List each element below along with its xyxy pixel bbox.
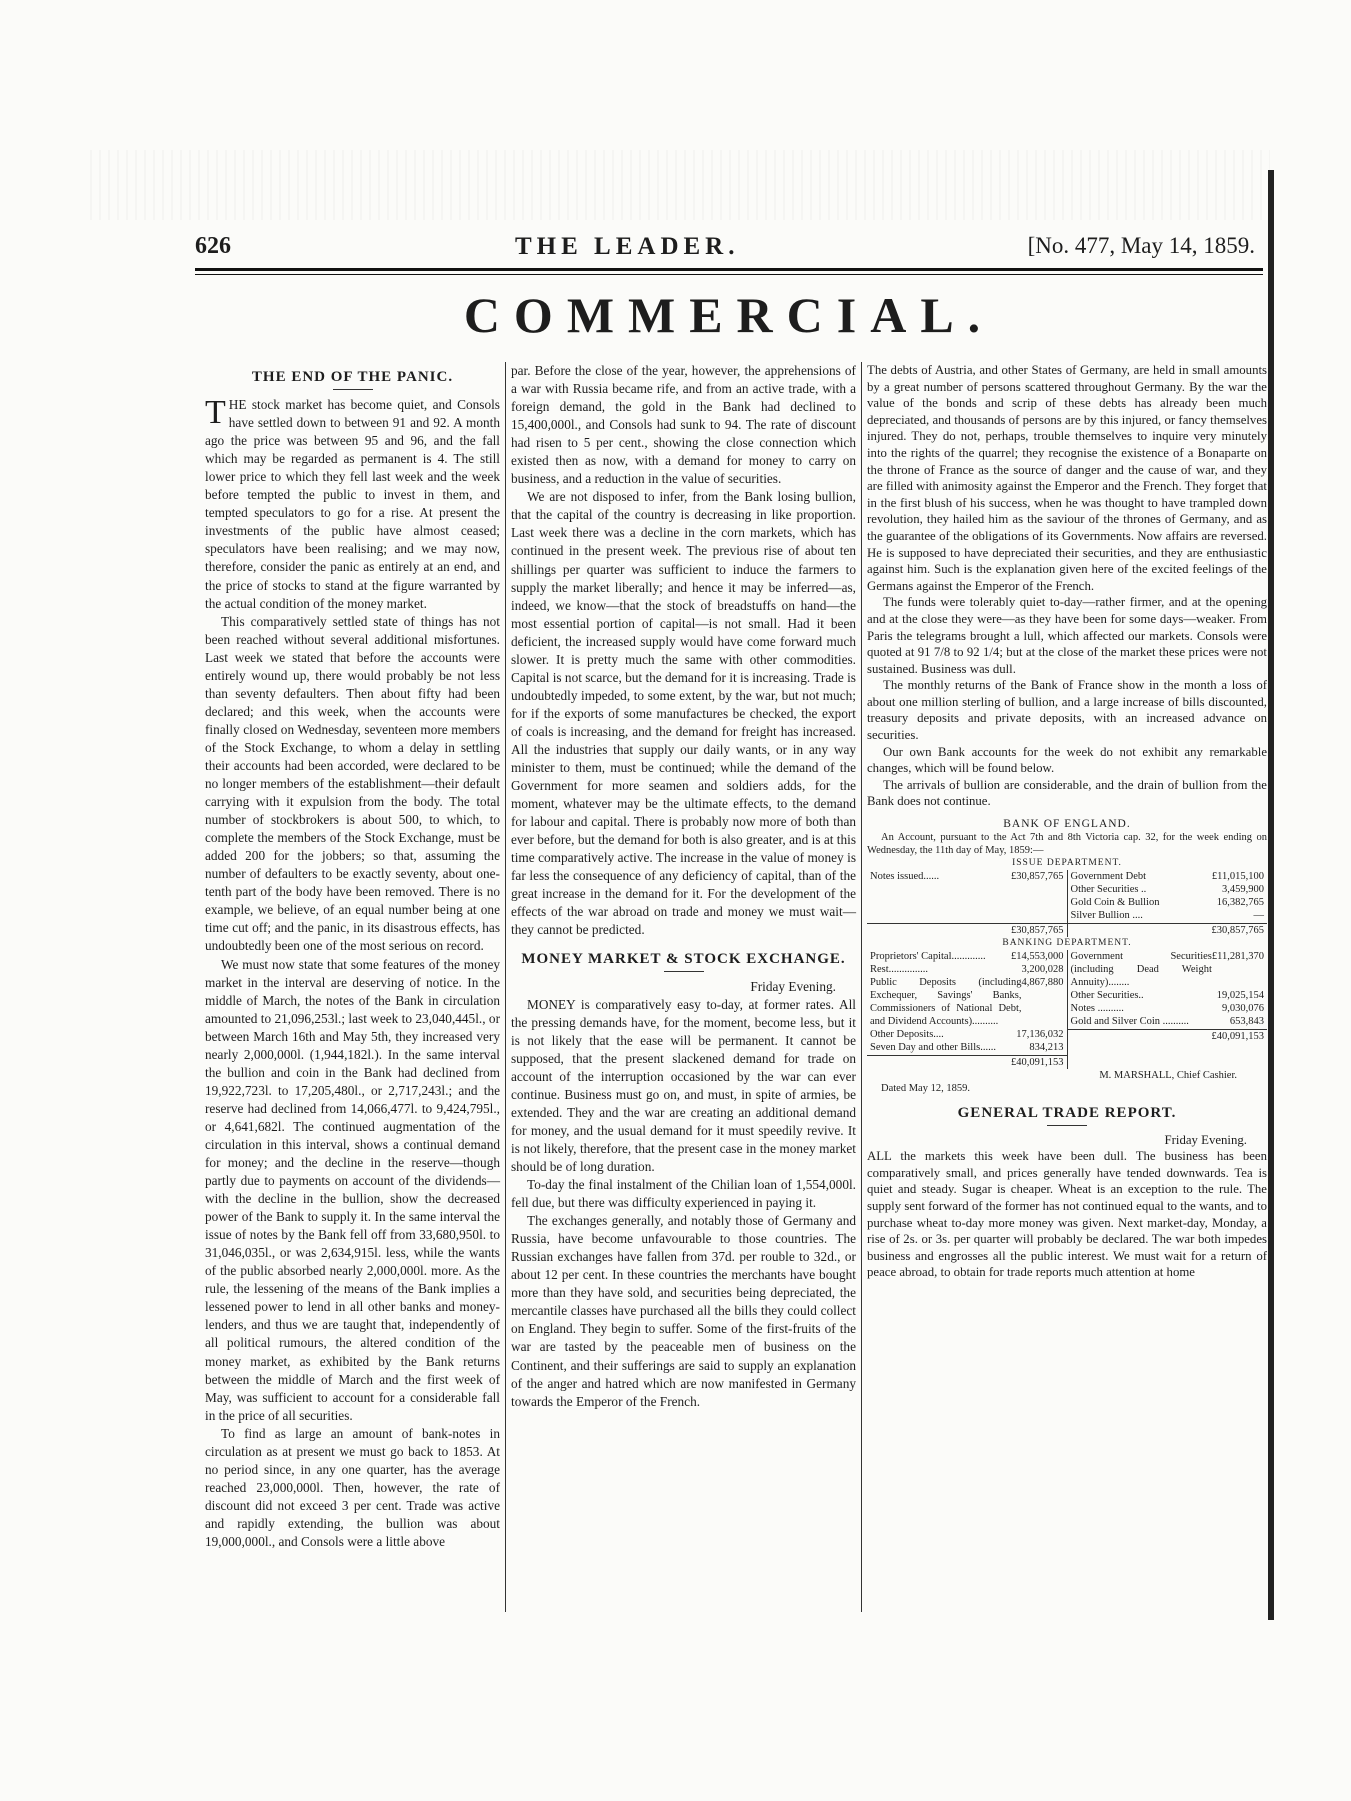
ledger-label: Gold Coin & Bullion bbox=[1070, 897, 1160, 909]
ledger-label: Other Securities.. bbox=[1070, 990, 1144, 1002]
ledger-label: Gold and Silver Coin .......... bbox=[1070, 1016, 1189, 1028]
ledger-value: 17,136,032 bbox=[1016, 1029, 1064, 1041]
ledger-label: Notes issued...... bbox=[870, 871, 940, 883]
ledger-label: Government Debt bbox=[1070, 871, 1147, 883]
ledger-value: 3,459,900 bbox=[1222, 884, 1264, 896]
ledger-row bbox=[1068, 870, 1268, 883]
ledger-row bbox=[867, 976, 1067, 1028]
ledger-spacer bbox=[867, 883, 1067, 896]
ledger-value: 4,867,880 bbox=[1021, 977, 1064, 989]
ledger-value: £14,553,000 bbox=[1011, 951, 1064, 963]
masthead: THE LEADER. bbox=[515, 233, 740, 260]
paragraph: Our own Bank accounts for the week do not exhibit any remarkable changes, which will be found below. bbox=[867, 744, 1267, 776]
drop-cap: T bbox=[205, 394, 226, 432]
paragraph bbox=[205, 396, 500, 613]
ledger-label: Silver Bullion .... bbox=[1070, 910, 1143, 922]
paragraph: This comparatively settled state of things has not been reached without several additional misfortunes. Last week we stated that before the accounts were entirely wound up, there would probably be not less than seventy defaulters. Then about fifty had been declared; and this week, when the accounts were finally closed on Wednesday, seventeen more members of the Stock Exchange, to whom a delay in settling their accounts had been accorded, were declared to be no longer members of the establishment—their default carrying with it expulsion from the body. The total number of stockbrokers is about 500, to which, to complete the members of the Stock Exchange, must be added 200 for the jobbers; so that, assuming the number of defaulters to be exactly seventy, about one-tenth part of the body have been removed. There is no example, we believe, of an equal number being at one time cut off; and the panic, in its disastrous effects, has undoubtedly been one of the most serious on record. bbox=[205, 613, 500, 954]
paragraph: The debts of Austria, and other States of Germany, are held in small amounts by a great number of persons scattered throughout Germany. By the war the value of the bonds and scrip of these debts has already been much depreciated, and thousands of persons are by this injured, or fancy themselves injured. They do not, perhaps, trouble themselves to inquire very minutely into the rights of the quarrel; they recognise the existence of a Bonaparte on the throne of France as the source of danger and the cause of war, and they are filled with animosity against the Emperor and the French. They forget that in the first blush of his success, when he was thought to have trampled down revolution, they hailed him as the saviour of the thrones of Germany, and as the guarantee of the obligations of its Governments. Now affairs are reversed. He is supposed to have depreciated their securities, and they are enthusiastic against him. Such is the explanation given here of the excited feelings of the Germans against the Emperor of the French. bbox=[867, 363, 1267, 593]
page-header bbox=[195, 233, 1265, 269]
ledger-value: £11,015,100 bbox=[1211, 871, 1264, 883]
ledger-value: 9,030,076 bbox=[1222, 1003, 1264, 1015]
bank-of-england-return bbox=[867, 818, 1267, 1095]
ledger-row bbox=[1068, 989, 1268, 1002]
ledger-row bbox=[1068, 896, 1268, 909]
ledger-value: — bbox=[1253, 910, 1264, 922]
dateline: Friday Evening. bbox=[750, 978, 836, 994]
ledger-value: 16,382,765 bbox=[1216, 897, 1264, 909]
ledger-label: Rest............... bbox=[870, 964, 929, 976]
issue-ledger-left bbox=[867, 870, 1068, 937]
column-3 bbox=[867, 362, 1267, 1281]
ledger-value: £11,281,370 bbox=[1211, 951, 1264, 963]
ledger-value: 3,200,028 bbox=[1021, 964, 1064, 976]
ledger-value: 19,025,154 bbox=[1216, 990, 1264, 1002]
paragraph: MONEY is comparatively easy to-day, at former rates. All the pressing demands have, for the moment, become less, but it is not likely that the ease will be permanent. It cannot be supposed, that the present slackened demand for trade on account of the interruption occasioned by the war can ever continue. Business must go on, and must, in spite of armies, be extended. They and the war are creating an additional demand for money, and the usual demand for it must speedily revive. It is not likely, therefore, that the present case in the money market should be of long duration. bbox=[511, 996, 856, 1175]
paragraph: To find as large an amount of bank-notes in circulation as at present we must go back to 1853. At no period since, in any one quarter, has the average reached 23,000,000l. Then, however, the rate of discount did not exceed 3 per cent. Trade was active and rapidly extending, the bullion was about 19,000,000l., and Consols were a little above bbox=[205, 1425, 500, 1549]
title-dash bbox=[664, 971, 704, 972]
ledger-row bbox=[867, 1028, 1067, 1041]
ledger-row bbox=[867, 1041, 1067, 1054]
ledger-total bbox=[867, 923, 1067, 937]
ledger-row bbox=[867, 950, 1067, 963]
ledger-spacer bbox=[867, 896, 1067, 909]
ledger-label: Seven Day and other Bills...... bbox=[870, 1042, 996, 1054]
page-number: 626 bbox=[195, 233, 231, 259]
ledger-total bbox=[1068, 1029, 1268, 1043]
column-divider bbox=[505, 362, 506, 1612]
issue-line: [No. 477, May 14, 1859. bbox=[1027, 233, 1255, 258]
article-title-money: MONEY MARKET & STOCK EXCHANGE. bbox=[521, 950, 846, 967]
banking-ledger-left bbox=[867, 950, 1068, 1069]
ledger-label: Other Deposits.... bbox=[870, 1029, 944, 1041]
ledger-label: Notes .......... bbox=[1070, 1003, 1124, 1015]
banking-dept-title: BANKING DEPARTMENT. bbox=[1002, 938, 1132, 949]
cashier-signature: M. MARSHALL, Chief Cashier. bbox=[1099, 1070, 1237, 1082]
ledger-value: 834,213 bbox=[1029, 1042, 1064, 1054]
paragraph: par. Before the close of the year, however, the apprehensions of a war with Russia became rife, and from an active trade, with a foreign demand, the gold in the Bank had declined to 15,400,000l., and Consols had sunk to 94. The rate of discount had risen to 5 per cent., showing the close connection which existed then as now, with a demand for money to carry on business, and a reduction in the value of securities. bbox=[511, 363, 856, 487]
dateline: Friday Evening. bbox=[1164, 1132, 1247, 1147]
ledger-total-value: £30,857,765 bbox=[1011, 925, 1064, 937]
ledger-row bbox=[867, 963, 1067, 976]
paragraph: We are not disposed to infer, from the Bank losing bullion, that the capital of the country is decreasing in like proportion. Last week there was a decline in the corn markets, which has continued in the present week. The previous rise of about ten shillings per quarter was sufficient to induce the farmers to supply the market liberally; and hence it may be inferred—as, indeed, we know—that the stock of breadstuffs on hand—the most essential portion of capital—is not small. Had it been deficient, the increased supply would have come forward much slower. It is pretty much the same with other commodities. Capital is not scarce, but the demand for it is increasing. Trade is undoubtedly impeded, to some extent, by the war, but not much; for if the exports of some manufactures be checked, the export of coals is increasing, and the demand for freight has increased. All the industries that supply our daily wants, or in any way minister to them, must be continued; while the demand of the Government for more seamen and soldiers adds, for the moment, whatever may be the ultimate effects, to the demand for labour and capital. There is probably now more of both than ever before, but the demand for both is also greater, and is at this time comparatively active. The increase in the value of money is far less the consequence of any deficiency of capital, than of the great increase in the demand for it. For the development of the effects of the war abroad on trade and money we must wait—they cannot be predicted. bbox=[511, 489, 856, 938]
bank-dated: Dated May 12, 1859. bbox=[881, 1083, 970, 1095]
paragraph: The arrivals of bullion are considerable, and the drain of bullion from the Bank does not continue. bbox=[867, 777, 1267, 809]
banking-ledger bbox=[867, 950, 1267, 1069]
ledger-row bbox=[867, 870, 1067, 883]
ledger-row bbox=[1068, 883, 1268, 896]
article-title-trade: GENERAL TRADE REPORT. bbox=[957, 1105, 1177, 1122]
issue-dept-title: ISSUE DEPARTMENT. bbox=[1012, 858, 1122, 869]
ledger-row bbox=[1068, 1015, 1268, 1028]
column-1 bbox=[205, 362, 500, 1551]
issue-ledger-right bbox=[1068, 870, 1268, 937]
header-rule bbox=[195, 268, 1263, 271]
issue-ledger bbox=[867, 870, 1267, 937]
ledger-row bbox=[1068, 1002, 1268, 1015]
column-divider bbox=[861, 362, 862, 1612]
ledger-label: Government Securities (including Dead Weight Annuity)........ bbox=[1070, 951, 1212, 989]
ledger-spacer bbox=[867, 909, 1067, 922]
paragraph: The exchanges generally, and notably those of Germany and Russia, have become unfavourable to those countries. The Russian exchanges have fallen from 37d. per rouble to 32d., or about 12 per cent. In these countries the merchants have bought more than they have sold, and securities being depreciated, the mercantile classes have purchased all the bills they could collect on England. They begin to suffer. Some of the first-fruits of the war are tasted by the peaceable men of business on the Continent, and their sufferings are said to supply an explanation of the anger and hatred which are now manifested in Germany towards the Emperor of the French. bbox=[511, 1213, 856, 1409]
ledger-total bbox=[1068, 923, 1268, 937]
ledger-total-value: £40,091,153 bbox=[1211, 1031, 1264, 1043]
bank-title: BANK OF ENGLAND. bbox=[1003, 818, 1131, 831]
page-edge-bar bbox=[1268, 170, 1274, 1620]
title-dash bbox=[1047, 1125, 1087, 1126]
ledger-label: Other Securities .. bbox=[1070, 884, 1147, 896]
bank-account-text: An Account, pursuant to the Act 7th and 8th Victoria cap. 32, for the week ending on Wednesday, the 11th day of May, 1859:— bbox=[867, 832, 1267, 857]
banking-ledger-right bbox=[1068, 950, 1268, 1069]
ledger-total-value: £40,091,153 bbox=[1011, 1057, 1064, 1069]
paragraph: To-day the final instalment of the Chilian loan of 1,554,000l. fell due, but there was difficulty experienced in paying it. bbox=[511, 1177, 856, 1211]
scan-noise bbox=[90, 150, 1270, 220]
paragraph: ALL the markets this week have been dull. The business has been comparatively small, and prices generally have tended downwards. Tea is quiet and steady. Sugar is cheaper. Wheat is an exception to the rule. The supply sent forward of the former has not continued equal to the wants, and to purchase wheat to-day more money was given. Next market-day, Monday, a rise of 2s. or 3s. per quarter will probably be declared. The war both impedes business and engrosses all the public interest. We must wait for a return of peace abroad, to obtain for trade reports much attention at home bbox=[867, 1149, 1267, 1280]
header-rule-thin bbox=[195, 274, 1263, 275]
ledger-row bbox=[1068, 950, 1268, 989]
title-dash bbox=[333, 389, 373, 390]
paragraph-text: HE stock market has become quiet, and Consols have settled down to between 91 and 92. A month ago the price was between 95 and 96, and the fall which may be regarded as permanent is 4. The still lower price to which they fell last week and the week before tempted the public to invest in them, and tempted speculators to go for a rise. At present the investments of the public have almost ceased; speculators have been realising; and we may now, therefore, consider the panic as entirely at an end, and the price of stocks to stand at the figure warranted by the actual condition of the money market. bbox=[205, 397, 500, 611]
paragraph: We must now state that some features of the money market in the interval are deserving of notice. In the middle of March, the notes of the Bank in circulation amounted to 21,096,253l.; last week to 23,040,445l., or between March 16th and May 5th, they increased very nearly 2,000,000l. (1,944,182l.). In the same interval the bullion and coin in the Bank had declined from 19,922,723l. to 17,205,480l., or 2,717,243l.; and the reserve had declined from 14,066,477l. to 9,424,795l., or 4,641,682l. The continued augmentation of the circulation in this interval, shows a continual demand for money; and the decline in the reserve—though partly due to payments on account of the dividends—with the decline in the bullion, show the decreased power of the Bank to supply it. In the same interval the issue of notes by the Bank fell off from 33,680,950l. to 31,046,035l., or was 2,634,915l. less, while the wants of the public absorbed nearly 2,000,000l. more. As the rule, the lessening of the means of the Bank implies a lessened power to lend in all other banks and money-lenders, and thus we are taught that, independently of all political rumours, the altered condition of the money market, as exhibited by the Bank returns between the middle of March and the first week of May, was sufficient to account for a considerable fall in the price of all securities. bbox=[205, 956, 500, 1423]
ledger-value: £30,857,765 bbox=[1011, 871, 1064, 883]
ledger-total-value: £30,857,765 bbox=[1211, 925, 1264, 937]
article-title-panic: THE END OF THE PANIC. bbox=[251, 369, 454, 385]
ledger-total bbox=[867, 1055, 1067, 1069]
ledger-row bbox=[1068, 909, 1268, 922]
section-title: COMMERCIAL. bbox=[463, 287, 995, 343]
paragraph: The monthly returns of the Bank of France show in the month a loss of about one million sterling of bullion, and a large increase of bills discounted, treasury deposits and private deposits, with an increased advance on securities. bbox=[867, 678, 1267, 743]
column-2 bbox=[511, 362, 856, 1411]
ledger-value: 653,843 bbox=[1229, 1016, 1264, 1028]
paragraph: The funds were tolerably quiet to-day—rather firmer, and at the opening and at the close they were—as they have been for some days—weaker. From Paris the telegrams brought a lull, which affected our markets. Consols were quoted at 91 7/8 to 92 1/4; but at the close of the market these prices were not sustained. Business was dull. bbox=[867, 595, 1267, 676]
ledger-label: Public Deposits (including Exchequer, Savings' Banks, Commissioners of National Debt, and Dividend Accounts).......... bbox=[870, 977, 1022, 1028]
ledger-label: Proprietors' Capital............. bbox=[870, 951, 986, 963]
